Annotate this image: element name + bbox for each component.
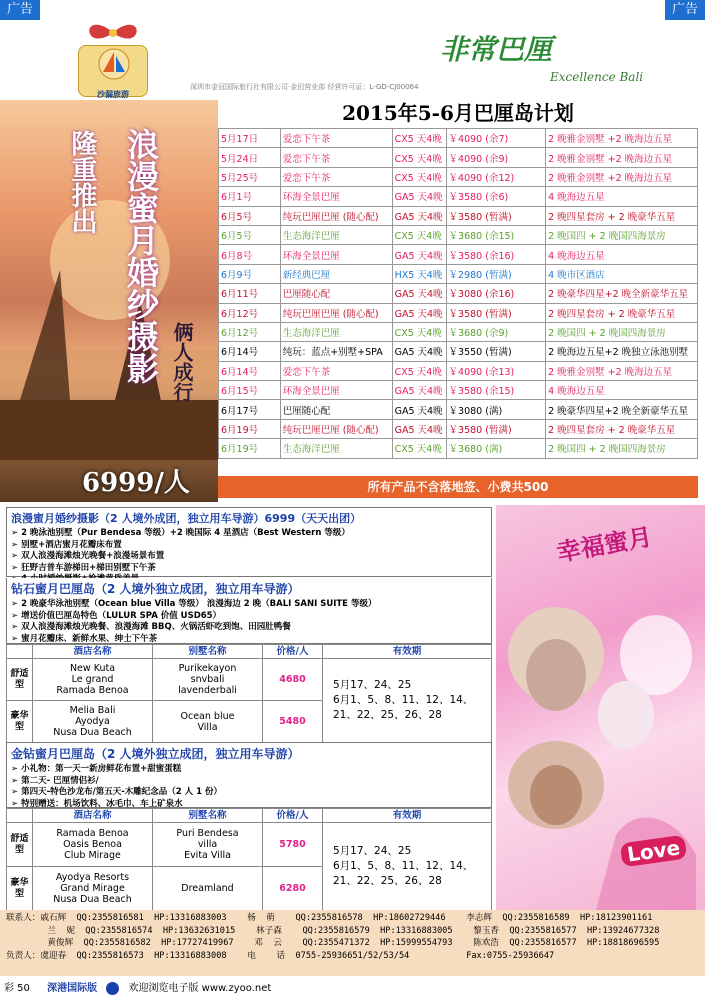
price-cell: 5480 <box>263 701 323 743</box>
date-cell: 6月11号 <box>219 284 281 303</box>
plan-row <box>219 439 698 458</box>
hotel-cell: 2 晚海边五星+2 晚独立泳池别墅 <box>546 342 698 361</box>
alias-header: 别墅名称 <box>153 645 263 659</box>
plan-row <box>219 419 698 438</box>
hotel-cell: 2 晚国四 + 2 晚国四海景房 <box>546 322 698 341</box>
flight-cell: GA5 天4晚 <box>392 342 446 361</box>
date-cell: 5月17日 <box>219 129 281 148</box>
plan-row <box>219 245 698 264</box>
product-cell: 环海全景巴厘 <box>280 187 392 206</box>
flight-cell: CX5 天4晚 <box>392 167 446 186</box>
plan-row <box>219 303 698 322</box>
contact-row: 负责人：虞迎春 QQ:2355816573 HP:13316883008 电 话 0755-25936651/52/53/54 Fax:0755-25936647 <box>6 950 555 961</box>
logo <box>78 45 148 97</box>
package-line: ➢ 双人浪漫海滩烛光晚餐+浪漫场景布置 <box>11 551 165 561</box>
alias-cell: Puri Bendesa villa Evita Villa <box>153 823 263 867</box>
date-cell: 6月12号 <box>219 303 281 322</box>
price-cell: ￥3580 (余6) <box>446 187 546 206</box>
product-cell: 爱恋下午茶 <box>280 167 392 186</box>
diamond-price-table <box>6 644 492 743</box>
hotel-cell: 2 晚豪华四星+2 晚全新豪华五星 <box>546 284 698 303</box>
package-wedding-photo <box>6 507 492 577</box>
footer <box>0 978 705 1000</box>
date-cell: 6月17号 <box>219 400 281 419</box>
honeymoon-photo <box>496 505 705 910</box>
plan-row <box>219 148 698 167</box>
plan-row <box>219 361 698 380</box>
contact-row: 黄俊辉 QQ:2355816582 HP:17727419967 邓 云 QQ:2355471372 HP:15999554793 陈欢浩 QQ:2355816577 HP:18818696595 <box>6 938 660 949</box>
flight-cell: GA5 天4晚 <box>392 419 446 438</box>
valid-header: 有效期 <box>323 809 492 823</box>
hotel-cell: 2 晚雅金别墅 +2 晚海边五星 <box>546 129 698 148</box>
type-cell: 豪华型 <box>7 867 33 911</box>
price-cell: ￥3550 (暂满) <box>446 342 546 361</box>
date-cell: 6月5号 <box>219 206 281 225</box>
valid-cell: 5月17、24、25 6月1、5、8、11、12、14、 21、22、25、26、28 <box>323 659 492 743</box>
hotel-header: 酒店名称 <box>33 645 153 659</box>
package-details <box>7 528 491 586</box>
flight-cell: GA5 天4晚 <box>392 400 446 419</box>
date-cell: 5月24日 <box>219 148 281 167</box>
product-cell: 爱恋下午茶 <box>280 361 392 380</box>
type-cell: 舒适型 <box>7 823 33 867</box>
flight-cell: GA5 天4晚 <box>392 284 446 303</box>
product-cell: 生态海洋巴厘 <box>280 225 392 244</box>
package-diamond <box>6 578 492 644</box>
contact-row: 兰 妮 QQ:2355816574 HP:13632631015 林子森 QQ:2355816579 HP:13316883005 黎玉香 QQ:2355816577 HP:13924677328 <box>6 925 660 936</box>
package-line: ➢ 第二天- 巴厘情侣衫/ <box>11 775 99 786</box>
date-cell: 5月25号 <box>219 167 281 186</box>
hotel-cell: 2 晚雅金别墅 +2 晚海边五星 <box>546 148 698 167</box>
product-cell: 纯玩：蓝点+别墅+SPA <box>280 342 392 361</box>
package-line: ➢ 2 晚豪华泳池别墅（Ocean blue Villa 等级） 浪漫海边 2 晚（BALI SANI SUITE 等级） <box>11 599 377 609</box>
price-cell: ￥4090 (余12) <box>446 167 546 186</box>
flight-cell: CX5 天4晚 <box>392 129 446 148</box>
product-cell: 新经典巴厘 <box>280 264 392 283</box>
date-cell: 6月1号 <box>219 187 281 206</box>
edition-label: 深港国际版 <box>47 983 98 994</box>
price-cell: ￥4090 (余13) <box>446 361 546 380</box>
price-cell: ￥3580 (余16) <box>446 245 546 264</box>
flight-cell: CX5 天4晚 <box>392 361 446 380</box>
hero-tagline-3: 俩人成行 <box>170 322 194 402</box>
price-cell: ￥3580 (暂满) <box>446 419 546 438</box>
plan-row <box>219 381 698 400</box>
company-license: 深圳市金冠国际旅行社有限公司·金田营业部 经营许可证：L-GD-CJ00064 <box>190 83 419 91</box>
package-line: ➢ 狂野吉普车游梯田+梯田别墅下午茶 <box>11 562 156 573</box>
date-cell: 6月9号 <box>219 264 281 283</box>
product-cell: 环海全景巴厘 <box>280 381 392 400</box>
hotel-cell: 4 晚市区酒店 <box>546 264 698 283</box>
package-title: 浪漫蜜月婚纱摄影（2 人境外成团，独立用车导游）6999（天天出团） <box>11 512 362 525</box>
type-header <box>7 645 33 659</box>
hotel-cell: 4 晚海边五星 <box>546 187 698 206</box>
product-cell: 生态海洋巴厘 <box>280 322 392 341</box>
product-cell: 生态海洋巴厘 <box>280 439 392 458</box>
type-cell: 豪华型 <box>7 701 33 743</box>
plan-row <box>219 264 698 283</box>
hero-tagline-1: 隆重推出 <box>67 130 97 234</box>
package-line: ➢ 第四天-特色沙龙布/第五天-木雕纪念品（2 人 1 份） <box>11 787 222 797</box>
price-cell: ￥3680 (满) <box>446 439 546 458</box>
alias-cell: Ocean blue Villa <box>153 701 263 743</box>
hotel-cell: Ayodya Resorts Grand Mirage Nusa Dua Beach <box>33 867 153 911</box>
plan-row <box>219 129 698 148</box>
alias-header: 别墅名称 <box>153 809 263 823</box>
hotel-cell: Melia Bali Ayodya Nusa Dua Beach <box>33 701 153 743</box>
product-cell: 巴厘随心配 <box>280 400 392 419</box>
flight-cell: CX5 天4晚 <box>392 148 446 167</box>
price-cell: ￥4090 (余7) <box>446 129 546 148</box>
flight-cell: GA5 天4晚 <box>392 187 446 206</box>
flight-cell: GA5 天4晚 <box>392 206 446 225</box>
site-link[interactable]: 欢迎浏览电子版 www.zyoo.net <box>128 983 272 994</box>
hotel-cell: 2 晚豪华四星+2 晚全新豪华五星 <box>546 400 698 419</box>
flight-cell: GA5 天4晚 <box>392 245 446 264</box>
package-line: ➢ 特别赠送：机场饮料、冰毛巾、车上矿泉水 <box>11 798 183 809</box>
hotel-cell: 2 晚四星套房 + 2 晚豪华五星 <box>546 303 698 322</box>
date-cell: 6月15号 <box>219 381 281 400</box>
ad-tag-right: 广告 <box>665 0 705 20</box>
price-cell: ￥3680 (余15) <box>446 225 546 244</box>
product-cell: 纯玩巴厘巴厘 (随心配) <box>280 419 392 438</box>
hotel-cell: 2 晚国四 + 2 晚国四海景房 <box>546 225 698 244</box>
flight-cell: CX5 天4晚 <box>392 439 446 458</box>
hotel-cell: 2 晚四星套房 + 2 晚豪华五星 <box>546 419 698 438</box>
date-cell: 6月5号 <box>219 225 281 244</box>
plan-row <box>219 400 698 419</box>
date-cell: 6月14号 <box>219 361 281 380</box>
flight-cell: HX5 天4晚 <box>392 264 446 283</box>
hotel-cell: Ramada Benoa Oasis Benoa Club Mirage <box>33 823 153 867</box>
hotel-cell: 2 晚雅金别墅 +2 晚海边五星 <box>546 361 698 380</box>
price-cell: ￥2980 (暂满) <box>446 264 546 283</box>
product-cell: 巴厘随心配 <box>280 284 392 303</box>
flight-cell: GA5 天4晚 <box>392 303 446 322</box>
page-title: 2015年5-6月巴厘岛计划 <box>342 101 574 125</box>
plan-row <box>219 342 698 361</box>
plan-row <box>219 284 698 303</box>
logo-text: 沙漏旅游 <box>97 90 129 99</box>
hotel-cell: 2 晚国四 + 2 晚国四海景房 <box>546 439 698 458</box>
hero-tagline-2: 浪漫蜜月婚纱摄影 <box>122 128 160 384</box>
hotel-cell: 4 晚海边五星 <box>546 381 698 400</box>
plan-table <box>218 128 698 459</box>
package-details <box>7 599 491 645</box>
brand-en: Excellence Bali <box>550 70 644 84</box>
package-line: ➢ 双人浪漫海滩烛光晚餐、浪漫海滩 BBQ、火锅活虾吃到饱、田园肚鸭餐 <box>11 622 291 632</box>
hero-price: 6999/人 <box>82 468 190 498</box>
price-cell: ￥4090 (余9) <box>446 148 546 167</box>
product-cell: 纯玩巴厘巴厘 (随心配) <box>280 303 392 322</box>
hotel-cell: 2 晚雅金别墅 +2 晚海边五星 <box>546 167 698 186</box>
sunset-scene-icon <box>0 100 218 502</box>
hotel-header: 酒店名称 <box>33 809 153 823</box>
notice-bar: 所有产品不含落地签、小费共500 <box>218 476 698 498</box>
plan-row <box>219 225 698 244</box>
price-header: 价格/人 <box>263 645 323 659</box>
product-cell: 环海全景巴厘 <box>280 245 392 264</box>
date-cell: 6月8号 <box>219 245 281 264</box>
hotel-cell: 2 晚四星套房 + 2 晚豪华五星 <box>546 206 698 225</box>
love-badge: Love <box>620 835 688 868</box>
package-title: 金钻蜜月巴厘岛（2 人境外独立成团，独立用车导游） <box>11 747 300 761</box>
price-cell: ￥3580 (暂满) <box>446 206 546 225</box>
package-line: ➢ 别墅+酒店蜜月花瓣床布置 <box>11 539 122 550</box>
type-cell: 舒适型 <box>7 659 33 701</box>
package-line: ➢ 蜜月花瓣床、新鲜水果、绅士下午茶 <box>11 633 158 644</box>
alias-cell: Purikekayon snvbali lavenderbali <box>153 659 263 701</box>
bow-ornament-icon <box>82 18 144 48</box>
flight-cell: CX5 天4晚 <box>392 322 446 341</box>
price-cell: ￥3080 (满) <box>446 400 546 419</box>
flight-cell: CX5 天4晚 <box>392 225 446 244</box>
date-cell: 6月19号 <box>219 419 281 438</box>
package-details <box>7 764 491 810</box>
brand-cn: 非常巴厘 <box>440 33 553 66</box>
contacts-block <box>0 910 705 976</box>
date-cell: 6月12号 <box>219 322 281 341</box>
price-header: 价格/人 <box>263 809 323 823</box>
alias-cell: Dreamland <box>153 867 263 911</box>
price-cell: 6280 <box>263 867 323 911</box>
hero-image <box>0 100 218 502</box>
product-cell: 纯玩巴厘巴厘 (随心配) <box>280 206 392 225</box>
hotel-cell: 4 晚海边五星 <box>546 245 698 264</box>
package-line: ➢ 小礼物：第一天一新房鲜花布置+甜蜜蛋糕 <box>11 764 182 774</box>
plan-row <box>219 187 698 206</box>
price-cell: 5780 <box>263 823 323 867</box>
ad-tag-left: 广告 <box>0 0 40 20</box>
price-cell: ￥3580 (暂满) <box>446 303 546 322</box>
product-cell: 爱恋下午茶 <box>280 148 392 167</box>
price-cell: ￥3080 (余16) <box>446 284 546 303</box>
price-cell: ￥3580 (余15) <box>446 381 546 400</box>
valid-cell: 5月17、24、25 6月1、5、8、11、12、14、 21、22、25、26、28 <box>323 823 492 911</box>
package-line: ➢ 2 晚泳池别墅（Pur Bendesa 等级）+2 晚国际 4 星酒店（Best Western 等级） <box>11 528 350 538</box>
sailboat-icon <box>79 46 149 86</box>
date-cell: 6月14号 <box>219 342 281 361</box>
plan-row <box>219 322 698 341</box>
product-cell: 爱恋下午茶 <box>280 129 392 148</box>
flight-cell: GA5 天4晚 <box>392 381 446 400</box>
page-number: 彩 50 <box>4 983 30 994</box>
valid-header: 有效期 <box>323 645 492 659</box>
hotel-cell: New Kuta Le grand Ramada Benoa <box>33 659 153 701</box>
date-cell: 6月19号 <box>219 439 281 458</box>
plan-row <box>219 167 698 186</box>
gold-price-table <box>6 808 492 911</box>
package-line: ➢ 增送价值巴厘岛特色（LULUR SPA 价值 USD65） <box>11 610 222 621</box>
type-header <box>7 809 33 823</box>
plan-row <box>219 206 698 225</box>
price-cell: ￥3680 (余9) <box>446 322 546 341</box>
edition-icon <box>106 982 119 995</box>
photo-title: 幸福蜜月 <box>554 521 655 568</box>
contact-row: 联系人：戚石辉 QQ:2355816581 HP:13316883003 杨 萌 QQ:2355816578 HP:18602729446 李志辉 QQ:2355816589 HP:18123901161 <box>6 913 653 923</box>
package-gold-diamond <box>6 742 492 808</box>
price-cell: 4680 <box>263 659 323 701</box>
package-title: 钻石蜜月巴厘岛（2 人境外独立成团，独立用车导游） <box>11 582 300 596</box>
